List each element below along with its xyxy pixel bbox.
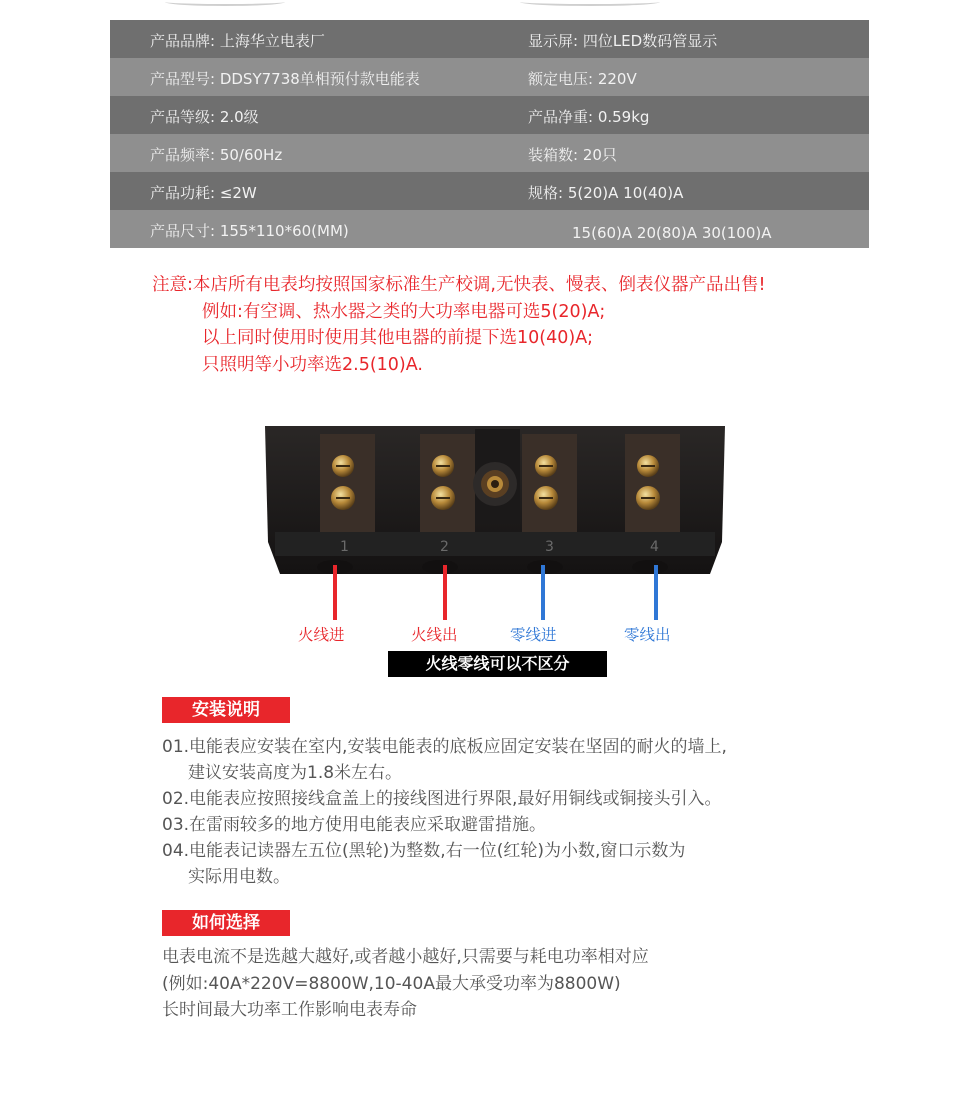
install-item: 03.在雷雨较多的地方使用电能表应采取避雷措施。	[162, 815, 547, 835]
spec-right: 产品净重: 0.59kg	[528, 108, 650, 126]
terminal-number: 1	[340, 539, 349, 555]
wiring-caption: 火线零线可以不区分	[388, 651, 607, 677]
install-item: 01.电能表应安装在室内,安装电能表的底板应固定安装在坚固的耐火的墙上,	[162, 737, 727, 757]
spec-left: 产品功耗: ≤2W	[150, 184, 257, 202]
wire-label: 火线进	[298, 626, 345, 644]
wire-label: 火线出	[411, 626, 458, 644]
install-item: 实际用电数。	[188, 867, 290, 887]
notice-line: 以上同时使用时使用其他电器的前提下选10(40)A;	[202, 328, 594, 348]
install-list	[162, 734, 727, 890]
install-section-title: 安装说明	[162, 697, 290, 723]
spec-left: 产品等级: 2.0级	[150, 108, 259, 126]
neutral-out-wire	[654, 565, 658, 620]
live-in-wire	[333, 565, 337, 620]
terminal-block-image	[260, 424, 730, 584]
choose-text	[162, 944, 649, 1024]
spec-left: 产品品牌: 上海华立电表厂	[150, 32, 325, 50]
spec-left: 产品型号: DDSY7738单相预付款电能表	[150, 70, 420, 88]
install-item: 04.电能表记读器左五位(黑轮)为整数,右一位(红轮)为小数,窗口示数为	[162, 841, 686, 861]
notice-line: 注意:本店所有电表均按照国家标准生产校调,无快表、慢表、倒表仪器产品出售!	[152, 275, 766, 295]
install-item: 02.电能表应按照接线盒盖上的接线图进行界限,最好用铜线或铜接头引入。	[162, 789, 722, 809]
notice-line: 只照明等小功率选2.5(10)A.	[202, 354, 423, 375]
spec-right: 15(60)A 20(80)A 30(100)A	[572, 224, 772, 242]
spec-right: 额定电压: 220V	[528, 70, 637, 88]
choose-line: (例如:40A*220V=8800W,10-40A最大承受功率为8800W)	[162, 973, 621, 994]
terminal-number: 2	[440, 539, 449, 555]
top-decoration-left	[165, 0, 285, 6]
spec-row	[110, 96, 869, 134]
live-out-wire	[443, 565, 447, 620]
spec-left: 产品尺寸: 155*110*60(MM)	[150, 222, 349, 240]
spec-row	[110, 134, 869, 172]
notice-line: 例如:有空调、热水器之类的大功率电器可选5(20)A;	[202, 301, 606, 322]
spec-row	[110, 210, 869, 248]
terminal-number: 3	[545, 539, 554, 555]
terminal-number: 4	[650, 539, 659, 555]
spec-row	[110, 58, 869, 96]
spec-right: 规格: 5(20)A 10(40)A	[528, 184, 684, 202]
spec-row	[110, 172, 869, 210]
choose-line: 长时间最大功率工作影响电表寿命	[162, 1000, 417, 1020]
spec-right: 显示屏: 四位LED数码管显示	[528, 32, 718, 50]
choose-section-title: 如何选择	[162, 910, 290, 936]
choose-line: 电表电流不是选越大越好,或者越小越好,只需要与耗电功率相对应	[162, 947, 649, 967]
neutral-in-wire	[541, 565, 545, 620]
install-item: 建议安装高度为1.8米左右。	[188, 763, 403, 783]
spec-table	[110, 20, 869, 248]
top-decoration-right	[520, 0, 660, 6]
spec-row	[110, 20, 869, 58]
notice-text	[152, 272, 765, 378]
wire-label: 零线出	[624, 626, 671, 644]
spec-left: 产品频率: 50/60Hz	[150, 146, 283, 164]
wire-label: 零线进	[510, 626, 557, 644]
spec-right: 装箱数: 20只	[528, 146, 617, 164]
